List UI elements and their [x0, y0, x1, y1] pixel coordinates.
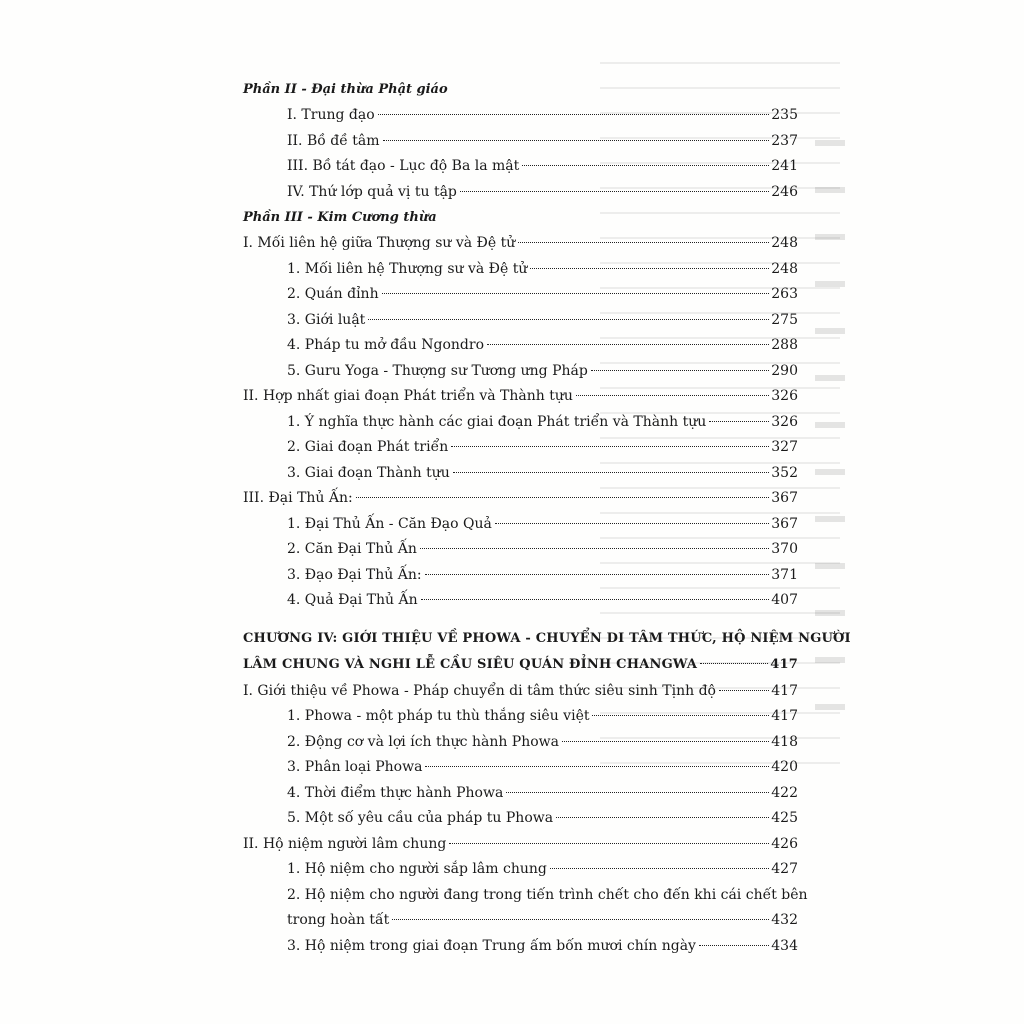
chapter-title: CHƯƠNG IV: GIỚI THIỆU VỀ PHOWA - CHUYỂN DI TÂM THỨC, HỘ NIỆM NGƯỜI: [243, 630, 851, 646]
leader-dots: [522, 165, 769, 166]
toc-entry-label: 3. Giai đoạn Thành tựu: [287, 464, 450, 481]
leader-dots: [530, 268, 769, 269]
toc-entry-label: 5. Guru Yoga - Thượng sư Tương ưng Pháp: [287, 362, 588, 379]
leader-dots: [518, 242, 769, 243]
toc-entry-wrapped-line1: [243, 883, 808, 909]
toc-entry-label: 4. Quả Đại Thủ Ấn: [287, 592, 418, 608]
toc-entry: [243, 512, 798, 538]
leader-dots: [382, 293, 770, 294]
part-heading: [243, 77, 798, 103]
toc-entry-label-cont: trong hoàn tất: [287, 912, 390, 928]
page-number: 248: [771, 260, 798, 277]
part-heading-label: Phần II - Đại thừa Phật giáo: [243, 82, 448, 97]
page-number: 327: [771, 439, 798, 455]
table-of-contents: [243, 77, 851, 959]
leader-dots: [392, 919, 769, 920]
toc-section-label: I. Giới thiệu về Phowa - Pháp chuyển di tâm thức siêu sinh Tịnh độ: [243, 682, 716, 699]
page-number: 417: [771, 708, 798, 724]
toc-entry-label: 2. Giai đoạn Phát triển: [287, 439, 449, 455]
toc-entry-wrapped-line2: [243, 908, 798, 934]
leader-dots: [420, 548, 769, 549]
toc-entry-label: 1. Mối liên hệ Thượng sư và Đệ tử: [287, 260, 528, 277]
toc-entry: [243, 588, 798, 614]
page-number: 241: [771, 158, 798, 174]
toc-section: [243, 832, 798, 858]
page-number: 427: [771, 861, 798, 877]
toc-entry: [243, 730, 798, 756]
page-number: 367: [771, 490, 798, 506]
leader-dots: [383, 140, 770, 141]
toc-entry-label: 1. Phowa - một pháp tu thù thắng siêu việt: [287, 708, 590, 724]
toc-section: [243, 231, 798, 257]
toc-entry: [243, 563, 798, 589]
leader-dots: [709, 421, 769, 422]
leader-dots: [556, 817, 769, 818]
leader-dots: [592, 715, 769, 716]
leader-dots: [506, 792, 769, 793]
toc-entry-label: 3. Giới luật: [287, 311, 366, 328]
toc-section-label: II. Hộ niệm người lâm chung: [243, 835, 447, 852]
page-number: 418: [771, 733, 798, 750]
page-number: 235: [771, 107, 798, 123]
leader-dots: [451, 446, 769, 447]
leader-dots: [487, 344, 769, 345]
page-number: 367: [771, 515, 798, 532]
toc-entry: [243, 180, 798, 206]
toc-section: [243, 384, 798, 410]
toc-entry: [243, 857, 798, 883]
toc-entry-label: 5. Một số yêu cầu của pháp tu Phowa: [287, 810, 554, 826]
leader-dots: [495, 523, 769, 524]
toc-entry: [243, 282, 798, 308]
leader-dots: [449, 843, 769, 844]
leader-dots: [378, 114, 770, 115]
leader-dots: [576, 395, 769, 396]
leader-dots: [368, 319, 769, 320]
toc-section-label: III. Đại Thủ Ấn:: [243, 490, 353, 506]
toc-entry: [243, 781, 798, 807]
toc-entry-label: 2. Căn Đại Thủ Ấn: [287, 541, 417, 557]
leader-dots: [699, 945, 769, 946]
leader-dots: [425, 766, 769, 767]
leader-dots: [591, 370, 769, 371]
toc-entry-label: 1. Đại Thủ Ấn - Căn Đạo Quả: [287, 515, 492, 532]
toc-entry-label: 3. Phân loại Phowa: [287, 759, 423, 775]
leader-dots: [719, 690, 769, 691]
page-number: 326: [771, 388, 798, 404]
toc-entry-label: III. Bồ tát đạo - Lục độ Ba la mật: [287, 158, 520, 174]
toc-entry: [243, 934, 798, 960]
toc-entry-label: 4. Thời điểm thực hành Phowa: [287, 784, 504, 801]
toc-entry-label: 3. Hộ niệm trong giai đoạn Trung ấm bốn mươi chín ngày: [287, 937, 696, 954]
leader-dots: [460, 191, 769, 192]
toc-entry-label: 3. Đạo Đại Thủ Ấn:: [287, 566, 422, 583]
toc-entry: [243, 704, 798, 730]
page-number: 288: [771, 337, 798, 353]
toc-entry-label: II. Bồ đề tâm: [287, 132, 380, 149]
page-number: 425: [771, 810, 798, 826]
page-number: 326: [771, 413, 798, 430]
toc-entry: [243, 755, 798, 781]
page-number: 370: [771, 541, 798, 557]
page-number: 246: [771, 183, 798, 200]
page-number: 432: [771, 912, 798, 928]
leader-dots: [562, 741, 769, 742]
page-number: 434: [771, 937, 798, 954]
toc-entry: [243, 435, 798, 461]
toc-entry: [243, 537, 798, 563]
chapter-title-cont: LÂM CHUNG VÀ NGHI LỄ CẦU SIÊU QUÁN ĐỈNH CHANGWA: [243, 656, 698, 672]
leader-dots: [421, 599, 770, 600]
toc-entry-label: 1. Ý nghĩa thực hành các giai đoạn Phát triển và Thành tựu: [287, 413, 707, 430]
page-number: 290: [771, 362, 798, 379]
page-number: 420: [771, 759, 798, 775]
page-number: 352: [771, 464, 798, 481]
page-number: 237: [771, 132, 798, 149]
page-number: 426: [771, 835, 798, 852]
chapter-heading-line1: [243, 626, 851, 652]
leader-dots: [356, 497, 770, 498]
toc-entry: [243, 308, 798, 334]
page-number: 417: [770, 656, 798, 672]
toc-section-label: I. Mối liên hệ giữa Thượng sư và Đệ tử: [243, 235, 516, 251]
toc-entry: [243, 410, 798, 436]
page-number: 417: [771, 682, 798, 699]
toc-section: [243, 679, 798, 705]
part-heading-label: Phần III - Kim Cương thừa: [243, 210, 437, 225]
toc-entry: [243, 461, 798, 487]
part-heading: [243, 205, 798, 231]
leader-dots: [425, 574, 770, 575]
toc-section: [243, 486, 798, 512]
leader-dots: [453, 472, 769, 473]
toc-entry: [243, 333, 798, 359]
toc-entry: [243, 806, 798, 832]
page-number: 422: [771, 784, 798, 801]
toc-entry-label: 2. Hộ niệm cho người đang trong tiến trình chết cho đến khi cái chết bên: [287, 886, 808, 903]
leader-dots: [700, 663, 768, 664]
toc-entry: [243, 103, 798, 129]
page-number: 275: [771, 311, 798, 328]
toc-entry: [243, 129, 798, 155]
toc-section-label: II. Hợp nhất giai đoạn Phát triển và Thành tựu: [243, 388, 573, 404]
toc-entry-label: 2. Động cơ và lợi ích thực hành Phowa: [287, 733, 560, 750]
toc-entry-label: IV. Thứ lớp quả vị tu tập: [287, 183, 457, 200]
toc-entry: [243, 257, 798, 283]
leader-dots: [550, 868, 769, 869]
toc-entry: [243, 154, 798, 180]
chapter-heading-line2: [243, 652, 798, 679]
toc-entry-label: 1. Hộ niệm cho người sắp lâm chung: [287, 861, 547, 877]
toc-entry-label: 2. Quán đỉnh: [287, 286, 379, 302]
page-number: 263: [771, 286, 798, 302]
toc-entry-label: 4. Pháp tu mở đầu Ngondro: [287, 337, 484, 353]
toc-entry-label: I. Trung đạo: [287, 107, 375, 123]
page-number: 371: [771, 566, 798, 583]
page-number: 407: [771, 592, 798, 608]
toc-entry: [243, 359, 798, 385]
page-number: 248: [771, 235, 798, 251]
